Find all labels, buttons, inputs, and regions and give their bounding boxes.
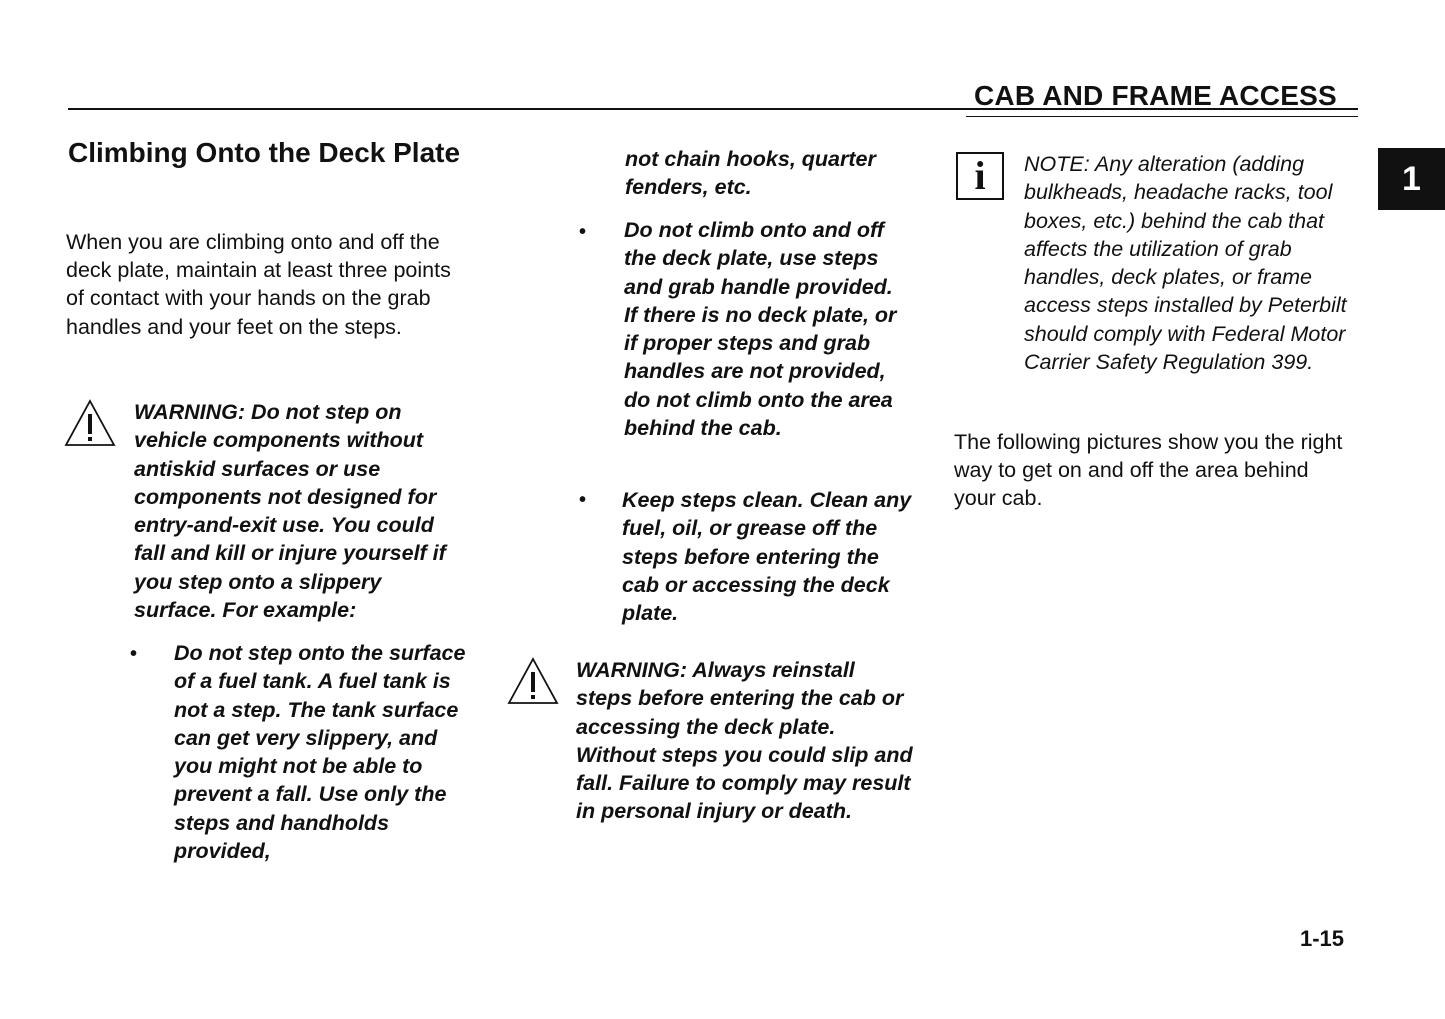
bullet-fuel-tank: Do not step onto the surface of a fuel tank. A fuel tank is not a step. The tank surface can get very slippery, and you might not be able to prevent a fall. Use only the steps and handholds provided, xyxy=(174,641,466,864)
bullet-marker: • xyxy=(579,221,587,243)
bullet-keep-steps-clean: Keep steps clean. Clean any fuel, oil, or grease off the steps before entering the cab or accessing the deck plate. xyxy=(622,488,912,626)
bullet-continuation: not chain hooks, quarter fenders, etc. xyxy=(625,147,876,200)
warning-triangle-icon xyxy=(64,398,116,448)
warning-triangle-icon xyxy=(507,656,559,706)
intro-paragraph: When you are climbing onto and off the deck plate, maintain at least three points of contact with your hands on the grab handles and your feet on the steps. xyxy=(66,230,451,339)
bullet-marker: • xyxy=(579,489,587,511)
chapter-tab[interactable]: 1 xyxy=(1378,148,1445,210)
section-heading: Climbing Onto the Deck Plate xyxy=(68,137,461,168)
note-paragraph: NOTE: Any alteration (adding bulkheads, headache racks, tool boxes, etc.) behind the cab that affects the utilization of grab handles, deck plates, or frame access steps installed by Peterbilt should comply with Federal Motor Carrier Safety Regulation 399. xyxy=(1024,152,1347,375)
header-rule xyxy=(68,108,1358,110)
bullet-marker: • xyxy=(130,643,138,665)
section-title: CAB AND FRAME ACCESS xyxy=(974,80,1337,111)
header-underline xyxy=(966,116,1358,117)
page-number: 1-15 xyxy=(1300,926,1345,951)
info-icon: i xyxy=(956,152,1004,200)
pictures-intro-paragraph: The following pictures show you the right way to get on and off the area behind your cab. xyxy=(954,430,1343,511)
warning-antiskid: WARNING: Do not step on vehicle components without antiskid surfaces or use components not designed for entry-and-exit use. You could fall and kill or injure yourself if you step onto a slippery surface. For example: xyxy=(134,400,446,623)
warning-reinstall-steps: WARNING: Always reinstall steps before entering the cab or accessing the deck plate. Without steps you could slip and fall. Failure to comply may result in personal injury or death. xyxy=(576,658,913,824)
bullet-deck-plate: Do not climb onto and off the deck plate, use steps and grab handle provided. If there is no deck plate, or if proper steps and grab handles are not provided, do not climb onto the area behind the cab. xyxy=(624,218,897,441)
